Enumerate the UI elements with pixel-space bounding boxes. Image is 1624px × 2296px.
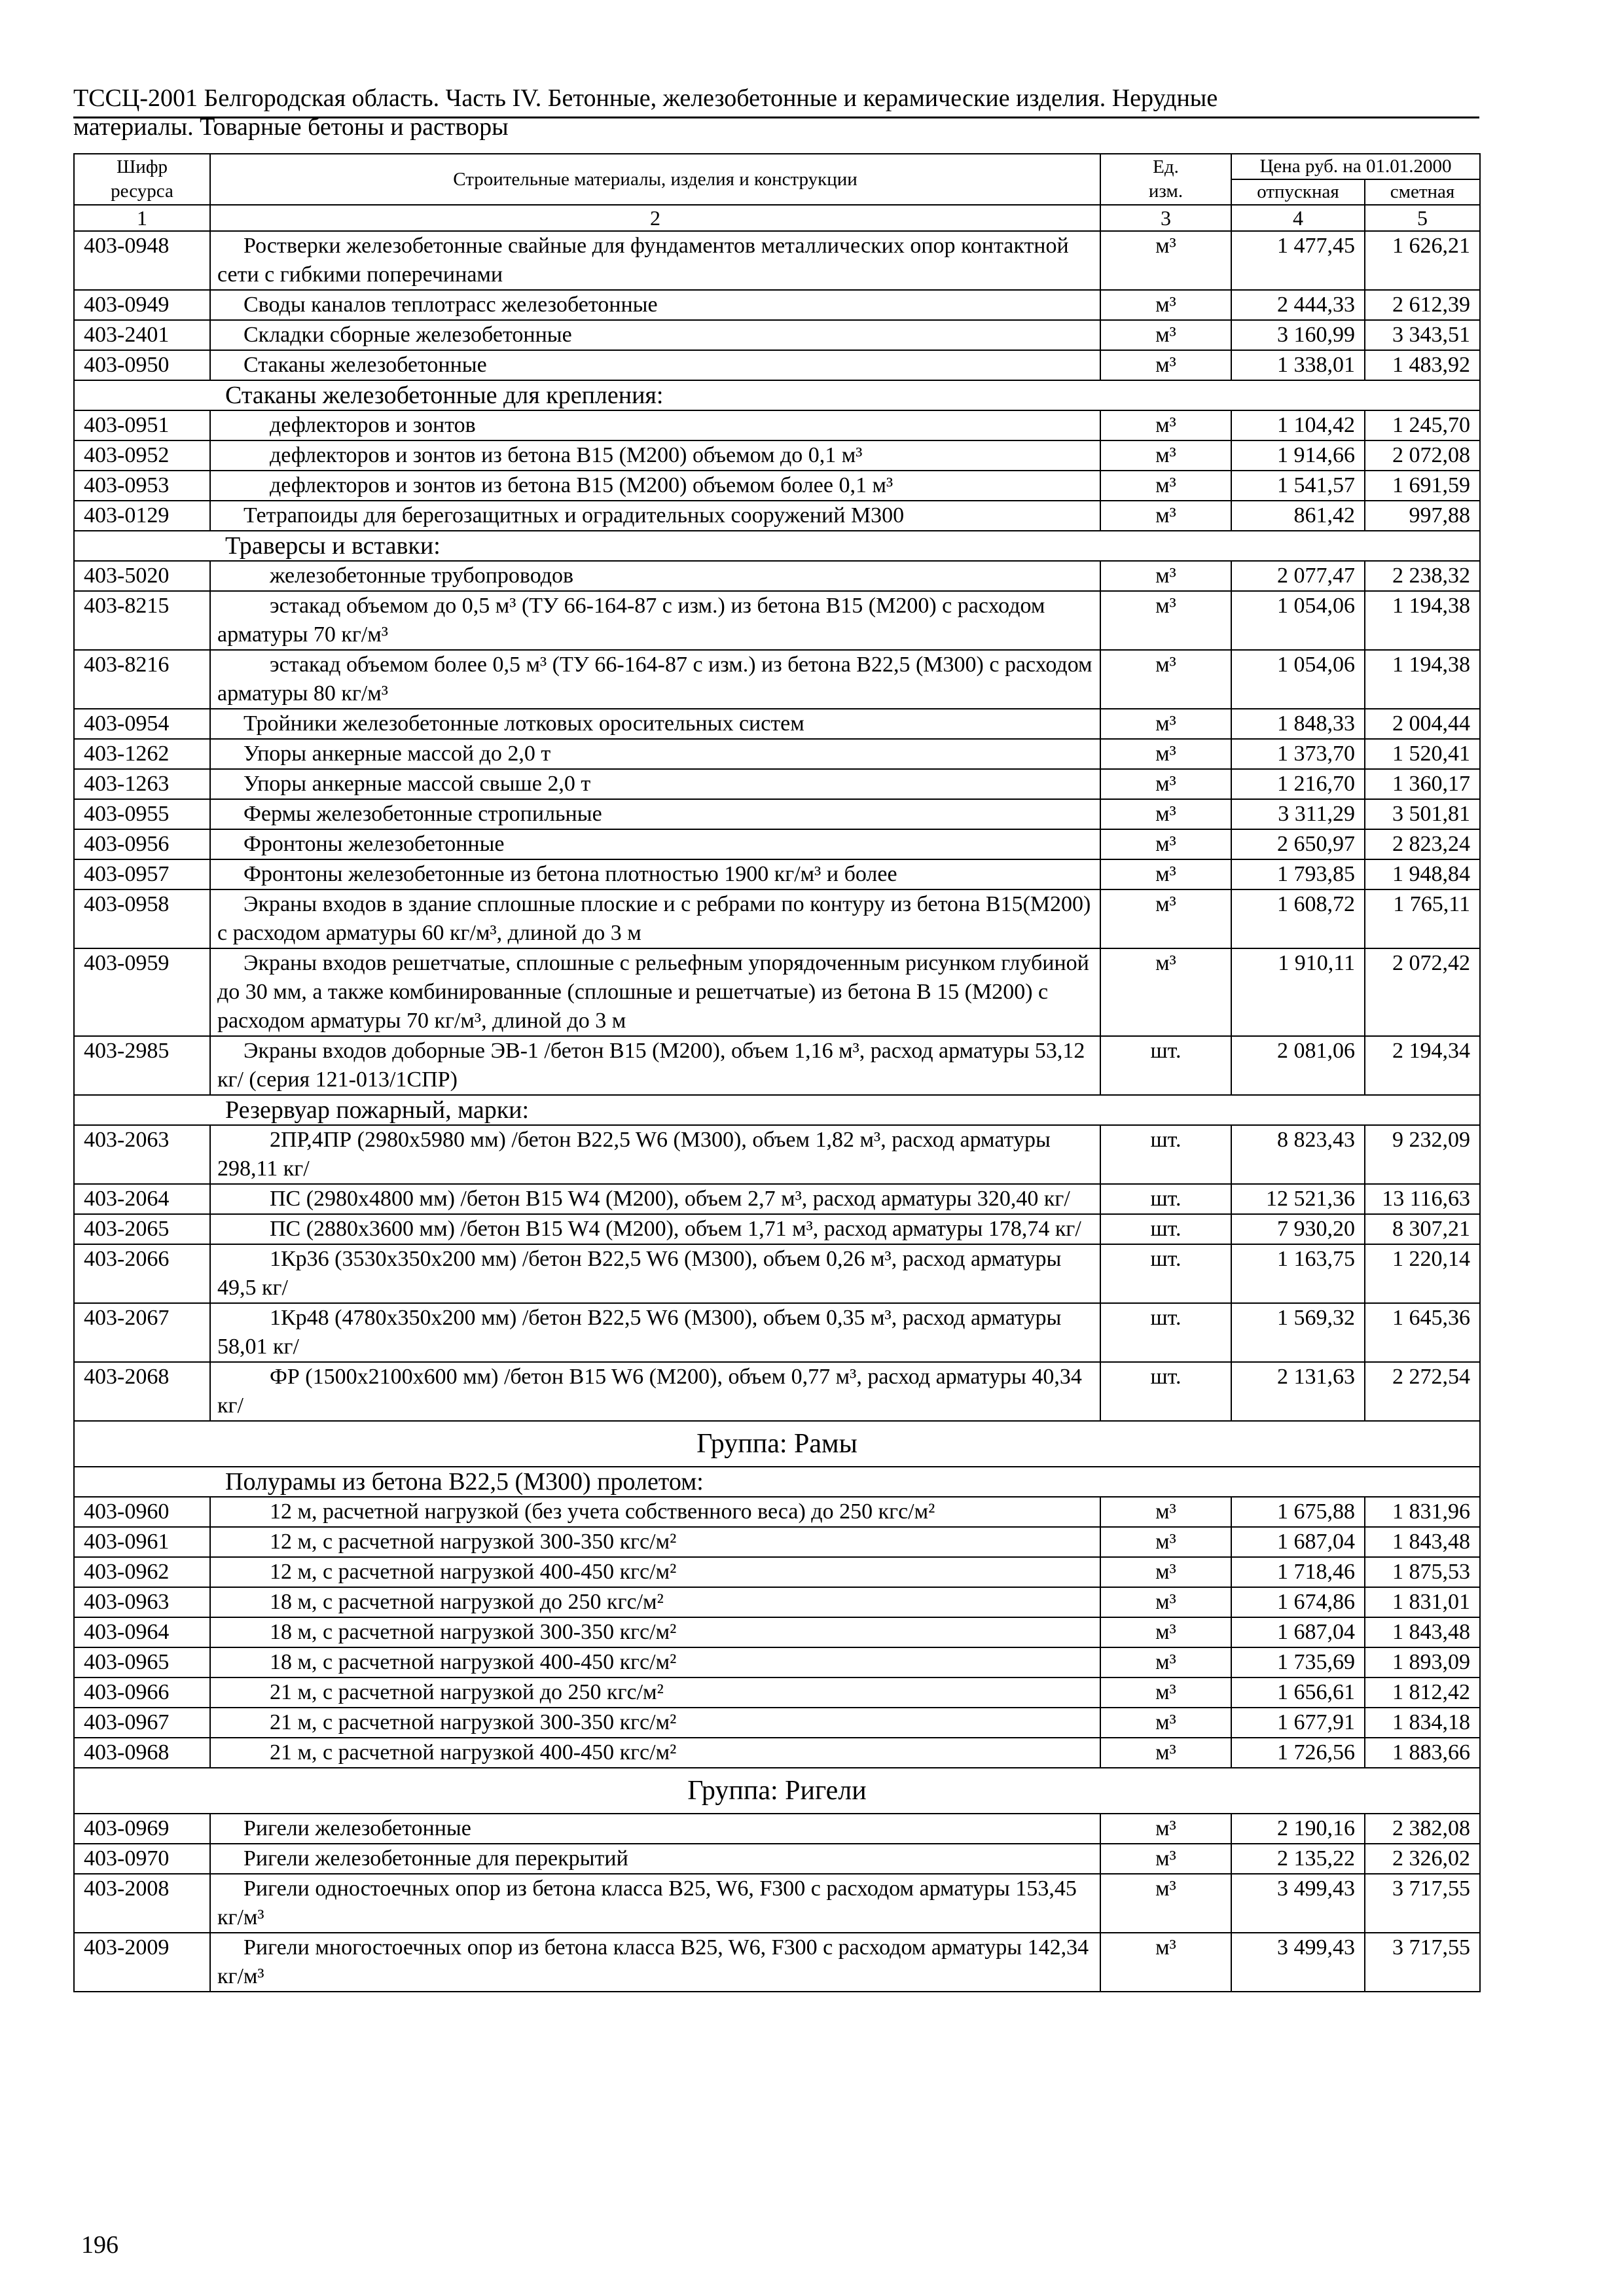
group-heading-cell: Группа: Рамы	[74, 1421, 1480, 1467]
material-name-cell: Фронтоны железобетонные из бетона плотностью 1900 кг/м³ и более	[210, 859, 1100, 889]
resource-code-cell: 403-0949	[74, 290, 210, 320]
unit-cell: м³	[1100, 1497, 1231, 1527]
unit-cell: м³	[1100, 799, 1231, 829]
column-number: 3	[1100, 205, 1231, 231]
estimate-price-cell: 1 194,38	[1365, 591, 1480, 650]
wholesale-price-cell: 1 677,91	[1231, 1708, 1365, 1738]
column-number-row	[74, 205, 1480, 231]
resource-code-cell: 403-2009	[74, 1933, 210, 1992]
material-name-cell: Ростверки железобетонные свайные для фундаментов металлических опор контактной сети с гибкими поперечинами	[210, 231, 1100, 290]
table-row	[74, 769, 1480, 799]
unit-cell: м³	[1100, 1933, 1231, 1992]
subheading-cell: Резервуар пожарный, марки:	[74, 1095, 1480, 1125]
unit-cell: м³	[1100, 1527, 1231, 1557]
estimate-price-cell: 2 004,44	[1365, 709, 1480, 739]
estimate-price-cell: 1 220,14	[1365, 1244, 1480, 1303]
unit-cell: м³	[1100, 859, 1231, 889]
col-header-name: Строительные материалы, изделия и конструкции	[210, 154, 1100, 205]
table-row	[74, 231, 1480, 290]
resource-code-cell: 403-1263	[74, 769, 210, 799]
material-name-cell: Своды каналов теплотрасс железобетонные	[210, 290, 1100, 320]
column-number: 5	[1365, 205, 1480, 231]
col-header-code	[74, 154, 210, 205]
table-row	[74, 1125, 1480, 1184]
resource-code-cell: 403-1262	[74, 739, 210, 769]
table-row	[74, 501, 1480, 531]
estimate-price-cell: 2 272,54	[1365, 1362, 1480, 1421]
resource-code-cell: 403-8216	[74, 650, 210, 709]
material-name-cell: Экраны входов решетчатые, сплошные с рельефным упорядоченным рисунком глубиной до 30 мм, а также комбинированные (сплошные и решетчатые) из бетона В 15 (M200) с расходом арматуры 70 кг/м³, длиной до 3 м	[210, 948, 1100, 1036]
resource-code-cell: 403-0957	[74, 859, 210, 889]
resource-code-cell: 403-0948	[74, 231, 210, 290]
estimate-price-cell: 2 326,02	[1365, 1844, 1480, 1874]
column-number: 4	[1231, 205, 1365, 231]
estimate-price-cell: 1 831,01	[1365, 1587, 1480, 1617]
unit-cell: шт.	[1100, 1125, 1231, 1184]
price-table	[73, 153, 1481, 1992]
material-name-cell: 2ПР,4ПР (2980х5980 мм) /бетон B22,5 W6 (M300), объем 1,82 м³, расход арматуры 298,11 кг/	[210, 1125, 1100, 1184]
table-row	[74, 1647, 1480, 1677]
wholesale-price-cell: 1 687,04	[1231, 1617, 1365, 1647]
table-row	[74, 650, 1480, 709]
estimate-price-cell: 13 116,63	[1365, 1184, 1480, 1214]
resource-code-cell: 403-2008	[74, 1874, 210, 1933]
estimate-price-cell: 1 645,36	[1365, 1303, 1480, 1362]
table-row	[74, 1677, 1480, 1708]
estimate-price-cell: 2 072,08	[1365, 440, 1480, 471]
resource-code-cell: 403-2985	[74, 1036, 210, 1095]
resource-code-cell: 403-5020	[74, 561, 210, 591]
material-name-cell: дефлекторов и зонтов	[210, 410, 1100, 440]
wholesale-price-cell: 1 718,46	[1231, 1557, 1365, 1587]
col-header-unit-line-1: Ед.	[1153, 156, 1179, 177]
material-name-cell: 12 м, с расчетной нагрузкой 400-450 кгс/м²	[210, 1557, 1100, 1587]
material-name-cell: ПС (2980х4800 мм) /бетон B15 W4 (M200), объем 2,7 м³, расход арматуры 320,40 кг/	[210, 1184, 1100, 1214]
material-name-cell: ПС (2880х3600 мм) /бетон B15 W4 (M200), объем 1,71 м³, расход арматуры 178,74 кг/	[210, 1214, 1100, 1244]
subheading-cell: Стаканы железобетонные для крепления:	[74, 380, 1480, 410]
table-row	[74, 1527, 1480, 1557]
unit-cell: м³	[1100, 410, 1231, 440]
resource-code-cell: 403-0963	[74, 1587, 210, 1617]
wholesale-price-cell: 1 848,33	[1231, 709, 1365, 739]
estimate-price-cell: 3 343,51	[1365, 320, 1480, 350]
estimate-price-cell: 1 831,96	[1365, 1497, 1480, 1527]
unit-cell: м³	[1100, 1814, 1231, 1844]
col-header-estimate: сметная	[1365, 179, 1480, 205]
table-row	[74, 1844, 1480, 1874]
wholesale-price-cell: 2 190,16	[1231, 1814, 1365, 1844]
table-row	[74, 410, 1480, 440]
unit-cell: м³	[1100, 1844, 1231, 1874]
wholesale-price-cell: 1 054,06	[1231, 591, 1365, 650]
table-row	[74, 1303, 1480, 1362]
wholesale-price-cell: 1 569,32	[1231, 1303, 1365, 1362]
unit-cell: м³	[1100, 948, 1231, 1036]
unit-cell: м³	[1100, 1647, 1231, 1677]
resource-code-cell: 403-0969	[74, 1814, 210, 1844]
material-name-cell: эстакад объемом до 0,5 м³ (ТУ 66-164-87 с изм.) из бетона B15 (M200) с расходом арматуры 70 кг/м³	[210, 591, 1100, 650]
page-number: 196	[81, 2231, 118, 2259]
table-row	[74, 1814, 1480, 1844]
wholesale-price-cell: 1 687,04	[1231, 1527, 1365, 1557]
table-row	[74, 290, 1480, 320]
wholesale-price-cell: 2 444,33	[1231, 290, 1365, 320]
resource-code-cell: 403-2065	[74, 1214, 210, 1244]
material-name-cell: Ригели многостоечных опор из бетона класса B25, W6, F300 с расходом арматуры 142,34 кг/м³	[210, 1933, 1100, 1992]
estimate-price-cell: 1 520,41	[1365, 739, 1480, 769]
resource-code-cell: 403-0961	[74, 1527, 210, 1557]
estimate-price-cell: 1 691,59	[1365, 471, 1480, 501]
material-name-cell: 18 м, с расчетной нагрузкой до 250 кгс/м²	[210, 1587, 1100, 1617]
unit-cell: м³	[1100, 1587, 1231, 1617]
table-header	[74, 154, 1480, 231]
estimate-price-cell: 1 626,21	[1365, 231, 1480, 290]
material-name-cell: Ригели железобетонные	[210, 1814, 1100, 1844]
table-row	[74, 889, 1480, 948]
material-name-cell: Экраны входов в здание сплошные плоские и с ребрами по контуру из бетона B15(M200) с расходом арматуры 60 кг/м³, длиной до 3 м	[210, 889, 1100, 948]
estimate-price-cell: 1 245,70	[1365, 410, 1480, 440]
unit-cell: шт.	[1100, 1036, 1231, 1095]
wholesale-price-cell: 2 081,06	[1231, 1036, 1365, 1095]
material-name-cell: дефлекторов и зонтов из бетона B15 (M200) объемом более 0,1 м³	[210, 471, 1100, 501]
unit-cell: шт.	[1100, 1303, 1231, 1362]
resource-code-cell: 403-0955	[74, 799, 210, 829]
unit-cell: м³	[1100, 1557, 1231, 1587]
estimate-price-cell: 1 812,42	[1365, 1677, 1480, 1708]
wholesale-price-cell: 1 104,42	[1231, 410, 1365, 440]
resource-code-cell: 403-0958	[74, 889, 210, 948]
wholesale-price-cell: 8 823,43	[1231, 1125, 1365, 1184]
column-number: 2	[210, 205, 1100, 231]
resource-code-cell: 403-2063	[74, 1125, 210, 1184]
unit-cell: шт.	[1100, 1214, 1231, 1244]
resource-code-cell: 403-0966	[74, 1677, 210, 1708]
unit-cell: м³	[1100, 1708, 1231, 1738]
col-header-code-line-1: Шифр	[116, 156, 168, 177]
unit-cell: м³	[1100, 709, 1231, 739]
unit-cell: м³	[1100, 501, 1231, 531]
material-name-cell: Упоры анкерные массой до 2,0 т	[210, 739, 1100, 769]
estimate-price-cell: 1 843,48	[1365, 1617, 1480, 1647]
wholesale-price-cell: 2 650,97	[1231, 829, 1365, 859]
resource-code-cell: 403-0962	[74, 1557, 210, 1587]
subheading-cell: Траверсы и вставки:	[74, 531, 1480, 561]
header-title-line-2: материалы. Товарные бетоны и растворы	[73, 113, 509, 141]
estimate-price-cell: 2 194,34	[1365, 1036, 1480, 1095]
material-name-cell: Фермы железобетонные стропильные	[210, 799, 1100, 829]
resource-code-cell: 403-0950	[74, 350, 210, 380]
material-name-cell: Экраны входов доборные ЭВ-1 /бетон B15 (M200), объем 1,16 м³, расход арматуры 53,12 кг/ (серия 121-013/1СПР)	[210, 1036, 1100, 1095]
unit-cell: м³	[1100, 440, 1231, 471]
group-heading-row	[74, 1768, 1480, 1814]
wholesale-price-cell: 1 735,69	[1231, 1647, 1365, 1677]
unit-cell: шт.	[1100, 1244, 1231, 1303]
table-row	[74, 591, 1480, 650]
wholesale-price-cell: 1 914,66	[1231, 440, 1365, 471]
estimate-price-cell: 1 194,38	[1365, 650, 1480, 709]
wholesale-price-cell: 1 674,86	[1231, 1587, 1365, 1617]
estimate-price-cell: 2 072,42	[1365, 948, 1480, 1036]
table-row	[74, 1587, 1480, 1617]
table-row	[74, 1214, 1480, 1244]
estimate-price-cell: 1 883,66	[1365, 1738, 1480, 1768]
resource-code-cell: 403-8215	[74, 591, 210, 650]
unit-cell: м³	[1100, 1617, 1231, 1647]
resource-code-cell: 403-0970	[74, 1844, 210, 1874]
wholesale-price-cell: 3 499,43	[1231, 1933, 1365, 1992]
unit-cell: м³	[1100, 350, 1231, 380]
resource-code-cell: 403-0952	[74, 440, 210, 471]
wholesale-price-cell: 1 656,61	[1231, 1677, 1365, 1708]
resource-code-cell: 403-2067	[74, 1303, 210, 1362]
subheading-row	[74, 1095, 1480, 1125]
estimate-price-cell: 2 382,08	[1365, 1814, 1480, 1844]
estimate-price-cell: 1 483,92	[1365, 350, 1480, 380]
group-heading-row	[74, 1421, 1480, 1467]
material-name-cell: Тройники железобетонные лотковых оросительных систем	[210, 709, 1100, 739]
material-name-cell: дефлекторов и зонтов из бетона B15 (M200) объемом до 0,1 м³	[210, 440, 1100, 471]
estimate-price-cell: 1 765,11	[1365, 889, 1480, 948]
material-name-cell: Фронтоны железобетонные	[210, 829, 1100, 859]
table-row	[74, 1738, 1480, 1768]
resource-code-cell: 403-0965	[74, 1647, 210, 1677]
wholesale-price-cell: 3 160,99	[1231, 320, 1365, 350]
table-row	[74, 859, 1480, 889]
page-header	[73, 84, 1479, 141]
resource-code-cell: 403-0954	[74, 709, 210, 739]
table-row	[74, 1036, 1480, 1095]
estimate-price-cell: 1 893,09	[1365, 1647, 1480, 1677]
resource-code-cell: 403-0953	[74, 471, 210, 501]
col-header-unit-line-2: изм.	[1148, 181, 1183, 202]
column-number: 1	[74, 205, 210, 231]
wholesale-price-cell: 12 521,36	[1231, 1184, 1365, 1214]
table-row	[74, 1617, 1480, 1647]
material-name-cell: 1Кр48 (4780х350х200 мм) /бетон B22,5 W6 (M300), объем 0,35 м³, расход арматуры 58,01 кг/	[210, 1303, 1100, 1362]
estimate-price-cell: 3 717,55	[1365, 1874, 1480, 1933]
material-name-cell: 21 м, с расчетной нагрузкой до 250 кгс/м²	[210, 1677, 1100, 1708]
material-name-cell: железобетонные трубопроводов	[210, 561, 1100, 591]
unit-cell: м³	[1100, 320, 1231, 350]
estimate-price-cell: 1 948,84	[1365, 859, 1480, 889]
subheading-cell: Полурамы из бетона B22,5 (M300) пролетом:	[74, 1467, 1480, 1497]
unit-cell: шт.	[1100, 1184, 1231, 1214]
wholesale-price-cell: 1 338,01	[1231, 350, 1365, 380]
resource-code-cell: 403-0129	[74, 501, 210, 531]
estimate-price-cell: 1 360,17	[1365, 769, 1480, 799]
estimate-price-cell: 997,88	[1365, 501, 1480, 531]
resource-code-cell: 403-0951	[74, 410, 210, 440]
resource-code-cell: 403-2064	[74, 1184, 210, 1214]
col-header-wholesale: отпускная	[1231, 179, 1365, 205]
resource-code-cell: 403-0956	[74, 829, 210, 859]
estimate-price-cell: 9 232,09	[1365, 1125, 1480, 1184]
wholesale-price-cell: 1 216,70	[1231, 769, 1365, 799]
resource-code-cell: 403-0968	[74, 1738, 210, 1768]
unit-cell: м³	[1100, 650, 1231, 709]
material-name-cell: Стаканы железобетонные	[210, 350, 1100, 380]
header-rule	[73, 117, 1479, 118]
unit-cell: м³	[1100, 1738, 1231, 1768]
resource-code-cell: 403-0967	[74, 1708, 210, 1738]
table-row	[74, 471, 1480, 501]
unit-cell: шт.	[1100, 1362, 1231, 1421]
wholesale-price-cell: 1 477,45	[1231, 231, 1365, 290]
table-row	[74, 320, 1480, 350]
material-name-cell: 1Кр36 (3530х350х200 мм) /бетон B22,5 W6 (M300), объем 0,26 м³, расход арматуры 49,5 кг/	[210, 1244, 1100, 1303]
wholesale-price-cell: 2 077,47	[1231, 561, 1365, 591]
material-name-cell: 21 м, с расчетной нагрузкой 400-450 кгс/м²	[210, 1738, 1100, 1768]
resource-code-cell: 403-0959	[74, 948, 210, 1036]
table-row	[74, 709, 1480, 739]
wholesale-price-cell: 1 541,57	[1231, 471, 1365, 501]
col-header-price: Цена руб. на 01.01.2000	[1231, 154, 1480, 179]
unit-cell: м³	[1100, 561, 1231, 591]
estimate-price-cell: 3 717,55	[1365, 1933, 1480, 1992]
group-heading-cell: Группа: Ригели	[74, 1768, 1480, 1814]
wholesale-price-cell: 7 930,20	[1231, 1214, 1365, 1244]
resource-code-cell: 403-2066	[74, 1244, 210, 1303]
estimate-price-cell: 1 875,53	[1365, 1557, 1480, 1587]
table-row	[74, 1557, 1480, 1587]
table-row	[74, 1708, 1480, 1738]
material-name-cell: эстакад объемом более 0,5 м³ (ТУ 66-164-87 с изм.) из бетона B22,5 (M300) с расходом арматуры 80 кг/м³	[210, 650, 1100, 709]
unit-cell: м³	[1100, 769, 1231, 799]
table-row	[74, 1933, 1480, 1992]
col-header-code-line-2: ресурса	[111, 181, 173, 202]
material-name-cell: 18 м, с расчетной нагрузкой 300-350 кгс/м²	[210, 1617, 1100, 1647]
table-row	[74, 739, 1480, 769]
material-name-cell: 12 м, с расчетной нагрузкой 300-350 кгс/м²	[210, 1527, 1100, 1557]
estimate-price-cell: 3 501,81	[1365, 799, 1480, 829]
table-row	[74, 799, 1480, 829]
subheading-row	[74, 1467, 1480, 1497]
unit-cell: м³	[1100, 231, 1231, 290]
wholesale-price-cell: 3 311,29	[1231, 799, 1365, 829]
unit-cell: м³	[1100, 829, 1231, 859]
material-name-cell: Тетрапоиды для берегозащитных и оградительных сооружений М300	[210, 501, 1100, 531]
estimate-price-cell: 2 612,39	[1365, 290, 1480, 320]
resource-code-cell: 403-0960	[74, 1497, 210, 1527]
material-name-cell: 18 м, с расчетной нагрузкой 400-450 кгс/м²	[210, 1647, 1100, 1677]
wholesale-price-cell: 1 373,70	[1231, 739, 1365, 769]
unit-cell: м³	[1100, 1874, 1231, 1933]
table-row	[74, 948, 1480, 1036]
material-name-cell: Упоры анкерные массой свыше 2,0 т	[210, 769, 1100, 799]
wholesale-price-cell: 2 131,63	[1231, 1362, 1365, 1421]
wholesale-price-cell: 1 793,85	[1231, 859, 1365, 889]
resource-code-cell: 403-0964	[74, 1617, 210, 1647]
estimate-price-cell: 1 843,48	[1365, 1527, 1480, 1557]
material-name-cell: 12 м, расчетной нагрузкой (без учета собственного веса) до 250 кгс/м²	[210, 1497, 1100, 1527]
material-name-cell: Ригели одностоечных опор из бетона класса B25, W6, F300 с расходом арматуры 153,45 кг/м³	[210, 1874, 1100, 1933]
wholesale-price-cell: 2 135,22	[1231, 1844, 1365, 1874]
unit-cell: м³	[1100, 1677, 1231, 1708]
table-row	[74, 440, 1480, 471]
estimate-price-cell: 2 823,24	[1365, 829, 1480, 859]
wholesale-price-cell: 1 910,11	[1231, 948, 1365, 1036]
wholesale-price-cell: 861,42	[1231, 501, 1365, 531]
wholesale-price-cell: 1 054,06	[1231, 650, 1365, 709]
unit-cell: м³	[1100, 739, 1231, 769]
header-title-line-1: ТССЦ-2001 Белгородская область. Часть IV. Бетонные, железобетонные и керамические изделия. Нерудные	[73, 84, 1218, 112]
table-row	[74, 1497, 1480, 1527]
resource-code-cell: 403-2068	[74, 1362, 210, 1421]
material-name-cell: Складки сборные железобетонные	[210, 320, 1100, 350]
wholesale-price-cell: 1 608,72	[1231, 889, 1365, 948]
wholesale-price-cell: 1 163,75	[1231, 1244, 1365, 1303]
table-row	[74, 1874, 1480, 1933]
unit-cell: м³	[1100, 290, 1231, 320]
subheading-row	[74, 531, 1480, 561]
table-row	[74, 1184, 1480, 1214]
material-name-cell: 21 м, с расчетной нагрузкой 300-350 кгс/м²	[210, 1708, 1100, 1738]
resource-code-cell: 403-2401	[74, 320, 210, 350]
col-header-unit	[1100, 154, 1231, 205]
unit-cell: м³	[1100, 889, 1231, 948]
material-name-cell: ФР (1500х2100х600 мм) /бетон B15 W6 (M200), объем 0,77 м³, расход арматуры 40,34 кг/	[210, 1362, 1100, 1421]
table-row	[74, 829, 1480, 859]
table-row	[74, 561, 1480, 591]
subheading-row	[74, 380, 1480, 410]
unit-cell: м³	[1100, 471, 1231, 501]
wholesale-price-cell: 1 675,88	[1231, 1497, 1365, 1527]
material-name-cell: Ригели железобетонные для перекрытий	[210, 1844, 1100, 1874]
estimate-price-cell: 8 307,21	[1365, 1214, 1480, 1244]
table-body	[74, 231, 1480, 1992]
estimate-price-cell: 2 238,32	[1365, 561, 1480, 591]
table-row	[74, 1362, 1480, 1421]
table-row	[74, 1244, 1480, 1303]
wholesale-price-cell: 3 499,43	[1231, 1874, 1365, 1933]
table-row	[74, 350, 1480, 380]
estimate-price-cell: 1 834,18	[1365, 1708, 1480, 1738]
wholesale-price-cell: 1 726,56	[1231, 1738, 1365, 1768]
unit-cell: м³	[1100, 591, 1231, 650]
